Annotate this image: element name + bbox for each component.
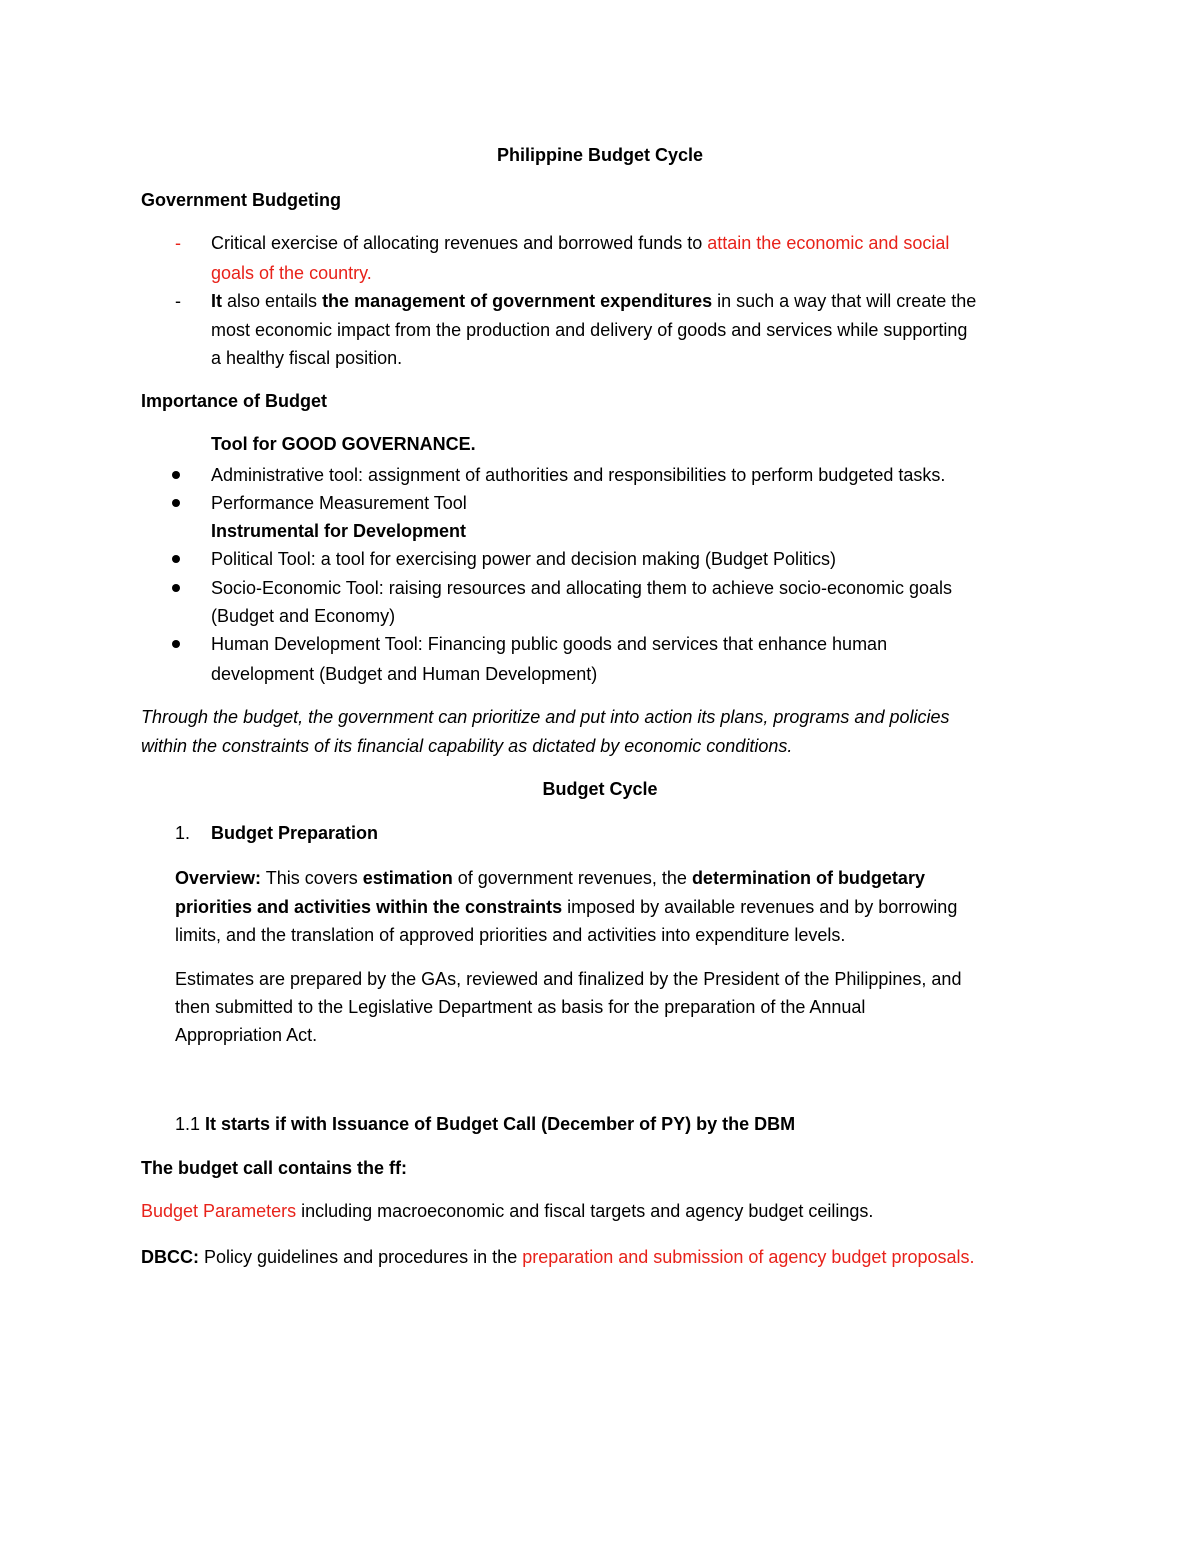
- note-line-2: within the constraints of its financial capability as dictated by economic conditions.: [141, 736, 793, 756]
- dash-bullet: -: [175, 233, 181, 253]
- importance-bullet-4-line-2: (Budget and Economy): [211, 606, 396, 626]
- estimates-line-3: Appropriation Act.: [175, 1025, 318, 1045]
- subheading-good-governance: Tool for GOOD GOVERNANCE.: [211, 434, 476, 454]
- gov-item-2-line-3: a healthy fiscal position.: [211, 348, 403, 368]
- gov-item-2-line-2: most economic impact from the production and delivery of goods and services while supporting: [211, 320, 968, 340]
- importance-bullet-5-line-1: Human Development Tool: Financing public goods and services that enhance human: [211, 634, 888, 654]
- list-number: 1.: [175, 823, 191, 843]
- overview-line-2: priorities and activities within the constraints imposed by available revenues and by borrowing: [175, 897, 958, 917]
- bullet-icon: [172, 555, 180, 563]
- dbcc-line: DBCC: Policy guidelines and procedures in the preparation and submission of agency budget proposals.: [141, 1247, 975, 1267]
- importance-bullet-5-line-2: development (Budget and Human Development): [211, 664, 598, 684]
- budget-call-contains: The budget call contains the ff:: [141, 1158, 408, 1178]
- overview-line-1: Overview: This covers estimation of government revenues, the determination of budgetary: [175, 868, 925, 888]
- section-heading-importance: Importance of Budget: [141, 391, 328, 411]
- gov-item-2-line-1: It also entails the management of government expenditures in such a way that will create the: [211, 291, 977, 311]
- subheading-1-1: 1.1 It starts if with Issuance of Budget Call (December of PY) by the DBM: [175, 1114, 796, 1134]
- bullet-icon: [172, 584, 180, 592]
- estimates-line-2: then submitted to the Legislative Department as basis for the preparation of the Annual: [175, 997, 866, 1017]
- overview-line-3: limits, and the translation of approved priorities and activities into expenditure levels.: [175, 925, 846, 945]
- estimates-line-1: Estimates are prepared by the GAs, reviewed and finalized by the President of the Philippines, and: [175, 969, 962, 989]
- gov-item-1-line-2: goals of the country.: [211, 263, 372, 283]
- gov-item-1-line-1: Critical exercise of allocating revenues and borrowed funds to attain the economic and social: [211, 233, 950, 253]
- bullet-icon: [172, 471, 180, 479]
- note-line-1: Through the budget, the government can prioritize and put into action its plans, programs and policies: [141, 707, 950, 727]
- step-budget-preparation: Budget Preparation: [211, 823, 379, 843]
- importance-bullet-1: Administrative tool: assignment of authorities and responsibilities to perform budgeted tasks.: [211, 465, 946, 485]
- importance-bullet-2: Performance Measurement Tool: [211, 493, 467, 513]
- bullet-icon: [172, 499, 180, 507]
- budget-parameters-line: Budget Parameters including macroeconomic and fiscal targets and agency budget ceilings.: [141, 1201, 874, 1221]
- section-heading-government-budgeting: Government Budgeting: [141, 190, 342, 210]
- section-heading-budget-cycle: Budget Cycle: [542, 779, 658, 799]
- dash-bullet: -: [175, 291, 181, 311]
- importance-bullet-3: Political Tool: a tool for exercising power and decision making (Budget Politics): [211, 549, 836, 569]
- subheading-instrumental: Instrumental for Development: [211, 521, 467, 541]
- importance-bullet-4-line-1: Socio-Economic Tool: raising resources and allocating them to achieve socio-economic goals: [211, 578, 953, 598]
- bullet-icon: [172, 640, 180, 648]
- page-title: Philippine Budget Cycle: [496, 145, 704, 165]
